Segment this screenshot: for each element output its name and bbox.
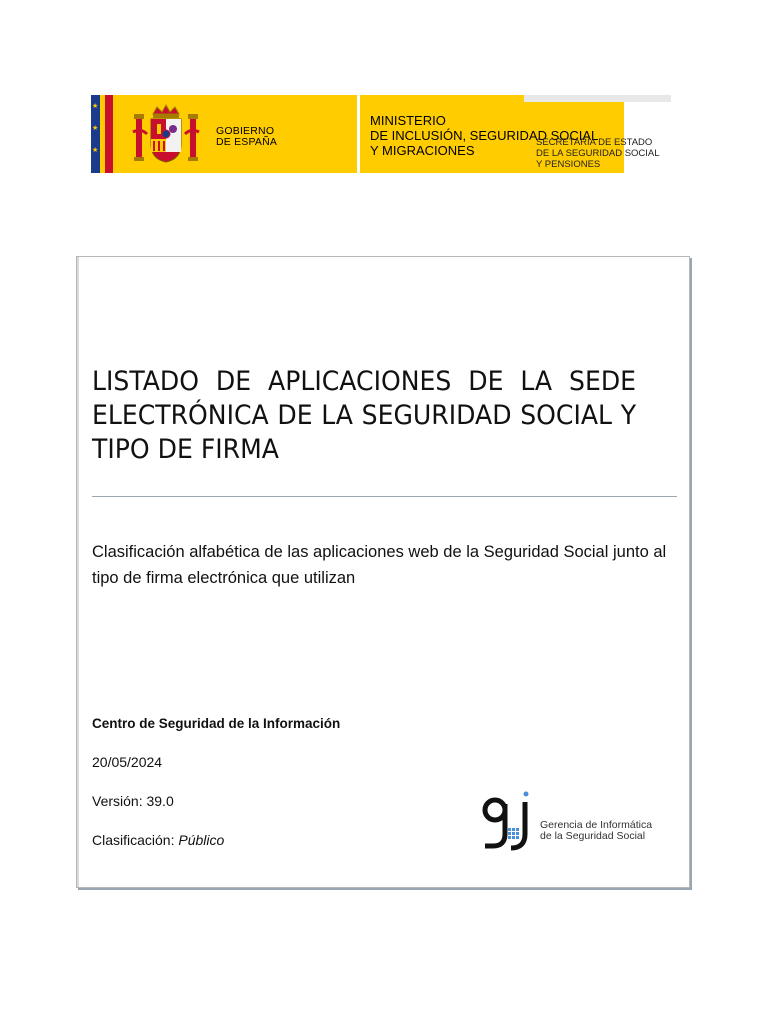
giss-logo (479, 790, 679, 854)
giss-logo-icon (479, 790, 539, 854)
ministerio-line-3: Y MIGRACIONES (370, 143, 475, 158)
classification-value: Público (178, 832, 225, 848)
document-title: LISTADO DE APLICACIONES DE LA SEDE ELECTRÓNICA DE LA SEGURIDAD SOCIAL Y TIPO DE FIRMA (92, 366, 637, 465)
eu-flag-icon: ★ ★ ★ (91, 95, 113, 173)
ministerio-line-2: DE INCLUSIÓN, SEGURIDAD SOCIAL (370, 128, 599, 143)
coat-of-arms-icon (131, 104, 201, 166)
classification-label: Clasificación: (92, 832, 179, 848)
title-divider (92, 496, 677, 497)
gobierno-line-1: GOBIERNO (216, 125, 275, 137)
secretaria-line-1: SECRETARÍA DE ESTADO (536, 137, 653, 148)
cover-left-edge (77, 257, 79, 887)
document-subtitle: Clasificación alfabética de las aplicaciones web de la Seguridad Social junto al tipo de firma electrónica que utilizan (92, 543, 667, 587)
document-version: Versión: 39.0 (92, 793, 174, 809)
giss-line-1: Gerencia de Informática (540, 819, 653, 831)
organization-name: Centro de Seguridad de la Información (92, 716, 341, 731)
giss-line-2: de la Seguridad Social (540, 830, 646, 842)
document-classification (92, 832, 224, 848)
secretaria-line-2: DE LA SEGURIDAD SOCIAL (536, 148, 660, 159)
secretaria-line-3: Y PENSIONES (536, 159, 601, 170)
secretaria-top-bar (524, 95, 671, 102)
secretaria-text (536, 137, 660, 170)
ministerio-line-1: MINISTERIO (370, 113, 446, 128)
gobierno-panel (113, 95, 357, 173)
giss-logo-text (540, 820, 652, 842)
cover-box (76, 256, 690, 888)
government-header-banner (91, 95, 671, 173)
document-date: 20/05/2024 (92, 754, 163, 770)
gobierno-text (216, 126, 277, 148)
gobierno-line-2: DE ESPAÑA (216, 136, 278, 148)
